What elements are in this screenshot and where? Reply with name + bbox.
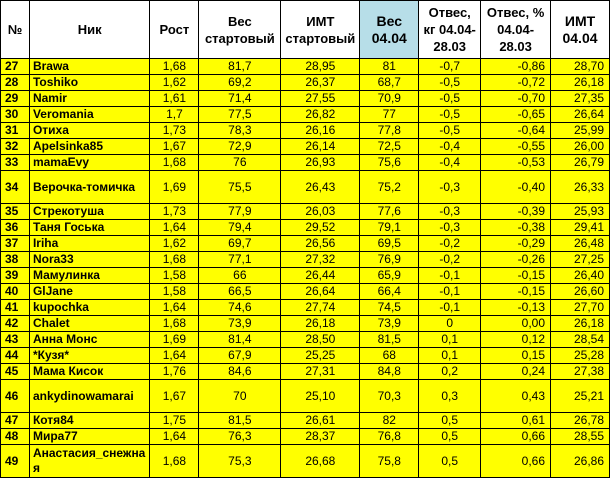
table-row [1, 380, 610, 413]
cell-height: 1,68 [150, 445, 199, 478]
cell-start-bmi: 28,50 [281, 332, 360, 348]
cell-bmi-current: 25,99 [551, 123, 610, 139]
cell-weight-current: 82 [360, 413, 419, 429]
cell-weight-current: 81 [360, 59, 419, 75]
cell-nick: Отиха [29, 123, 150, 139]
cell-height: 1,64 [150, 429, 199, 445]
cell-num: 46 [1, 380, 30, 413]
cell-height: 1,67 [150, 139, 199, 155]
header-weight-current: Вес 04.04 [360, 1, 419, 59]
cell-num: 31 [1, 123, 30, 139]
cell-loss-pct: -0,13 [481, 300, 551, 316]
cell-loss-kg: -0,1 [419, 300, 481, 316]
cell-start-weight: 69,7 [199, 236, 281, 252]
cell-bmi-current: 28,70 [551, 59, 610, 75]
header-height: Рост [150, 1, 199, 59]
cell-start-weight: 81,7 [199, 59, 281, 75]
cell-num: 43 [1, 332, 30, 348]
cell-weight-current: 74,5 [360, 300, 419, 316]
cell-start-bmi: 26,03 [281, 204, 360, 220]
cell-loss-pct: -0,15 [481, 284, 551, 300]
cell-bmi-current: 26,48 [551, 236, 610, 252]
cell-bmi-current: 26,78 [551, 413, 610, 429]
cell-loss-kg: -0,2 [419, 236, 481, 252]
cell-loss-pct: 0,66 [481, 429, 551, 445]
cell-start-weight: 67,9 [199, 348, 281, 364]
cell-height: 1,68 [150, 59, 199, 75]
header-loss-kg: Отвес, кг 04.04-28.03 [419, 1, 481, 59]
cell-loss-kg: -0,2 [419, 252, 481, 268]
cell-start-bmi: 25,10 [281, 380, 360, 413]
cell-nick: Brawa [29, 59, 150, 75]
cell-start-bmi: 26,14 [281, 139, 360, 155]
cell-loss-kg: -0,4 [419, 155, 481, 171]
cell-weight-current: 81,5 [360, 332, 419, 348]
header-nick: Ник [29, 1, 150, 59]
cell-nick: Chalet [29, 316, 150, 332]
cell-start-bmi: 28,37 [281, 429, 360, 445]
cell-bmi-current: 26,00 [551, 139, 610, 155]
table-row [1, 155, 610, 171]
header-start-bmi: ИМТ стартовый [281, 1, 360, 59]
cell-height: 1,67 [150, 380, 199, 413]
cell-loss-pct: -0,70 [481, 91, 551, 107]
cell-num: 45 [1, 364, 30, 380]
cell-bmi-current: 25,28 [551, 348, 610, 364]
cell-start-weight: 75,5 [199, 171, 281, 204]
cell-start-bmi: 26,56 [281, 236, 360, 252]
cell-nick: ankydinowamarai [29, 380, 150, 413]
cell-start-weight: 84,6 [199, 364, 281, 380]
cell-start-bmi: 26,44 [281, 268, 360, 284]
cell-start-weight: 77,1 [199, 252, 281, 268]
cell-loss-pct: 0,61 [481, 413, 551, 429]
cell-loss-kg: -0,5 [419, 123, 481, 139]
cell-nick: Iriha [29, 236, 150, 252]
cell-weight-current: 70,9 [360, 91, 419, 107]
cell-start-weight: 73,9 [199, 316, 281, 332]
cell-weight-current: 77,8 [360, 123, 419, 139]
table-row [1, 236, 610, 252]
table-row [1, 413, 610, 429]
cell-bmi-current: 25,21 [551, 380, 610, 413]
cell-nick: mamaEvy [29, 155, 150, 171]
cell-nick: Мамулинка [29, 268, 150, 284]
cell-start-weight: 78,3 [199, 123, 281, 139]
cell-num: 32 [1, 139, 30, 155]
table-row [1, 123, 610, 139]
table-row [1, 284, 610, 300]
cell-num: 48 [1, 429, 30, 445]
cell-start-weight: 75,3 [199, 445, 281, 478]
cell-start-weight: 74,6 [199, 300, 281, 316]
table-row [1, 429, 610, 445]
cell-num: 30 [1, 107, 30, 123]
cell-height: 1,69 [150, 332, 199, 348]
cell-loss-pct: -0,29 [481, 236, 551, 252]
table-row [1, 75, 610, 91]
table-row [1, 252, 610, 268]
cell-start-bmi: 26,18 [281, 316, 360, 332]
cell-start-weight: 77,9 [199, 204, 281, 220]
cell-start-bmi: 26,16 [281, 123, 360, 139]
table-row [1, 171, 610, 204]
cell-start-bmi: 27,32 [281, 252, 360, 268]
table-body [1, 59, 610, 478]
cell-start-bmi: 27,55 [281, 91, 360, 107]
cell-loss-kg: 0,1 [419, 332, 481, 348]
cell-nick: GlJane [29, 284, 150, 300]
cell-height: 1,7 [150, 107, 199, 123]
cell-loss-kg: 0,2 [419, 364, 481, 380]
cell-loss-pct: -0,65 [481, 107, 551, 123]
cell-nick: Apelsinka85 [29, 139, 150, 155]
cell-height: 1,68 [150, 316, 199, 332]
cell-nick: Toshiko [29, 75, 150, 91]
cell-loss-pct: -0,39 [481, 204, 551, 220]
cell-height: 1,73 [150, 123, 199, 139]
cell-num: 47 [1, 413, 30, 429]
header-num: № [1, 1, 30, 59]
table-row [1, 59, 610, 75]
cell-loss-kg: -0,5 [419, 107, 481, 123]
cell-num: 44 [1, 348, 30, 364]
header-loss-pct: Отвес, % 04.04-28.03 [481, 1, 551, 59]
cell-loss-pct: -0,64 [481, 123, 551, 139]
cell-nick: Nora33 [29, 252, 150, 268]
cell-loss-kg: 0,5 [419, 445, 481, 478]
cell-weight-current: 65,9 [360, 268, 419, 284]
cell-num: 41 [1, 300, 30, 316]
table-row [1, 364, 610, 380]
cell-height: 1,64 [150, 348, 199, 364]
table-row [1, 445, 610, 478]
cell-bmi-current: 26,86 [551, 445, 610, 478]
cell-nick: Таня Госька [29, 220, 150, 236]
cell-start-bmi: 29,52 [281, 220, 360, 236]
cell-num: 34 [1, 171, 30, 204]
cell-num: 27 [1, 59, 30, 75]
cell-start-weight: 72,9 [199, 139, 281, 155]
cell-start-weight: 66,5 [199, 284, 281, 300]
table-row [1, 220, 610, 236]
table-row [1, 268, 610, 284]
cell-weight-current: 72,5 [360, 139, 419, 155]
cell-loss-pct: -0,55 [481, 139, 551, 155]
cell-nick: Стрекотуша [29, 204, 150, 220]
cell-bmi-current: 29,41 [551, 220, 610, 236]
cell-start-weight: 79,4 [199, 220, 281, 236]
table-row [1, 316, 610, 332]
cell-loss-kg: -0,3 [419, 220, 481, 236]
cell-start-bmi: 27,74 [281, 300, 360, 316]
cell-num: 37 [1, 236, 30, 252]
cell-num: 33 [1, 155, 30, 171]
cell-weight-current: 66,4 [360, 284, 419, 300]
cell-nick: Namir [29, 91, 150, 107]
cell-loss-pct: 0,66 [481, 445, 551, 478]
cell-nick: Мама Кисок [29, 364, 150, 380]
cell-loss-pct: -0,72 [481, 75, 551, 91]
cell-bmi-current: 27,35 [551, 91, 610, 107]
cell-start-bmi: 26,64 [281, 284, 360, 300]
cell-num: 35 [1, 204, 30, 220]
cell-loss-pct: 0,24 [481, 364, 551, 380]
cell-weight-current: 79,1 [360, 220, 419, 236]
cell-bmi-current: 27,25 [551, 252, 610, 268]
cell-weight-current: 75,6 [360, 155, 419, 171]
cell-loss-kg: -0,3 [419, 171, 481, 204]
cell-start-weight: 76 [199, 155, 281, 171]
cell-bmi-current: 27,38 [551, 364, 610, 380]
cell-loss-pct: -0,86 [481, 59, 551, 75]
cell-weight-current: 68,7 [360, 75, 419, 91]
cell-loss-kg: 0,3 [419, 380, 481, 413]
cell-height: 1,76 [150, 364, 199, 380]
cell-height: 1,61 [150, 91, 199, 107]
cell-start-weight: 81,4 [199, 332, 281, 348]
cell-weight-current: 77 [360, 107, 419, 123]
cell-start-bmi: 26,37 [281, 75, 360, 91]
table-row [1, 332, 610, 348]
cell-num: 39 [1, 268, 30, 284]
table-row [1, 91, 610, 107]
cell-nick: Veromania [29, 107, 150, 123]
cell-loss-pct: -0,15 [481, 268, 551, 284]
cell-num: 28 [1, 75, 30, 91]
cell-bmi-current: 26,33 [551, 171, 610, 204]
cell-height: 1,58 [150, 268, 199, 284]
cell-nick: Верочка-томичка [29, 171, 150, 204]
cell-height: 1,62 [150, 75, 199, 91]
cell-weight-current: 77,6 [360, 204, 419, 220]
cell-height: 1,69 [150, 171, 199, 204]
cell-num: 38 [1, 252, 30, 268]
cell-loss-kg: -0,4 [419, 139, 481, 155]
cell-start-bmi: 28,95 [281, 59, 360, 75]
cell-start-weight: 69,2 [199, 75, 281, 91]
cell-height: 1,75 [150, 413, 199, 429]
cell-loss-pct: -0,40 [481, 171, 551, 204]
cell-start-bmi: 26,93 [281, 155, 360, 171]
table-row [1, 300, 610, 316]
header-bmi-current: ИМТ 04.04 [551, 1, 610, 59]
cell-height: 1,68 [150, 252, 199, 268]
cell-num: 29 [1, 91, 30, 107]
cell-height: 1,64 [150, 220, 199, 236]
table-row [1, 107, 610, 123]
cell-height: 1,62 [150, 236, 199, 252]
cell-nick: Анастасия_снежная [29, 445, 150, 478]
cell-start-bmi: 26,43 [281, 171, 360, 204]
cell-nick: Мира77 [29, 429, 150, 445]
cell-bmi-current: 28,54 [551, 332, 610, 348]
cell-loss-kg: -0,3 [419, 204, 481, 220]
cell-weight-current: 75,8 [360, 445, 419, 478]
cell-loss-kg: 0,5 [419, 429, 481, 445]
cell-weight-current: 70,3 [360, 380, 419, 413]
cell-start-bmi: 25,25 [281, 348, 360, 364]
header-start-weight: Вес стартовый [199, 1, 281, 59]
cell-loss-pct: -0,26 [481, 252, 551, 268]
cell-num: 42 [1, 316, 30, 332]
cell-loss-pct: 0,00 [481, 316, 551, 332]
cell-start-weight: 71,4 [199, 91, 281, 107]
cell-weight-current: 68 [360, 348, 419, 364]
cell-height: 1,58 [150, 284, 199, 300]
cell-start-weight: 76,3 [199, 429, 281, 445]
cell-num: 40 [1, 284, 30, 300]
cell-bmi-current: 28,55 [551, 429, 610, 445]
cell-start-bmi: 27,31 [281, 364, 360, 380]
cell-num: 49 [1, 445, 30, 478]
cell-weight-current: 76,9 [360, 252, 419, 268]
cell-loss-kg: 0 [419, 316, 481, 332]
cell-loss-kg: 0,1 [419, 348, 481, 364]
cell-start-weight: 81,5 [199, 413, 281, 429]
cell-start-weight: 77,5 [199, 107, 281, 123]
cell-nick: Котя84 [29, 413, 150, 429]
cell-start-weight: 70 [199, 380, 281, 413]
cell-height: 1,64 [150, 300, 199, 316]
cell-height: 1,68 [150, 155, 199, 171]
cell-loss-kg: -0,1 [419, 268, 481, 284]
cell-loss-pct: 0,43 [481, 380, 551, 413]
cell-weight-current: 75,2 [360, 171, 419, 204]
cell-nick: Анна Монс [29, 332, 150, 348]
cell-loss-pct: 0,15 [481, 348, 551, 364]
cell-start-bmi: 26,61 [281, 413, 360, 429]
cell-bmi-current: 26,40 [551, 268, 610, 284]
header-row [1, 1, 610, 59]
table-row [1, 204, 610, 220]
cell-bmi-current: 26,18 [551, 316, 610, 332]
cell-bmi-current: 25,93 [551, 204, 610, 220]
cell-loss-kg: -0,5 [419, 75, 481, 91]
cell-bmi-current: 27,70 [551, 300, 610, 316]
cell-loss-kg: -0,1 [419, 284, 481, 300]
table-row [1, 348, 610, 364]
cell-loss-kg: 0,5 [419, 413, 481, 429]
cell-bmi-current: 26,64 [551, 107, 610, 123]
cell-start-weight: 66 [199, 268, 281, 284]
cell-nick: *Кузя* [29, 348, 150, 364]
cell-num: 36 [1, 220, 30, 236]
cell-bmi-current: 26,60 [551, 284, 610, 300]
cell-loss-pct: 0,12 [481, 332, 551, 348]
cell-loss-kg: -0,5 [419, 91, 481, 107]
cell-nick: kupochka [29, 300, 150, 316]
cell-loss-pct: -0,38 [481, 220, 551, 236]
cell-bmi-current: 26,18 [551, 75, 610, 91]
cell-weight-current: 73,9 [360, 316, 419, 332]
cell-weight-current: 69,5 [360, 236, 419, 252]
table-row [1, 139, 610, 155]
cell-start-bmi: 26,68 [281, 445, 360, 478]
cell-loss-pct: -0,53 [481, 155, 551, 171]
cell-loss-kg: -0,7 [419, 59, 481, 75]
cell-bmi-current: 26,79 [551, 155, 610, 171]
cell-weight-current: 76,8 [360, 429, 419, 445]
cell-start-bmi: 26,82 [281, 107, 360, 123]
cell-height: 1,73 [150, 204, 199, 220]
cell-weight-current: 84,8 [360, 364, 419, 380]
